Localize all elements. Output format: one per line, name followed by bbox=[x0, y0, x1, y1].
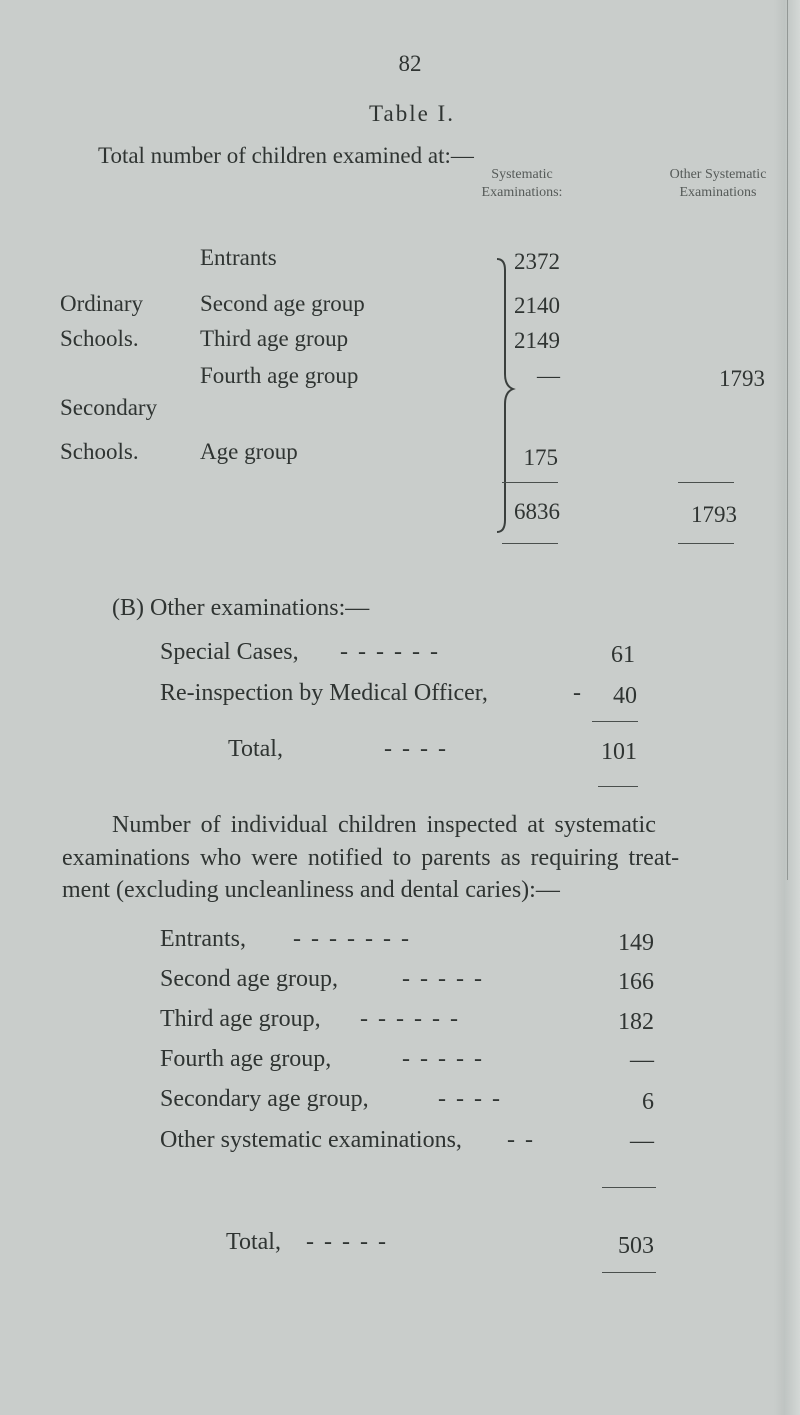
row-value-systematic: 2149 bbox=[514, 328, 560, 353]
divider bbox=[602, 1272, 656, 1273]
group-label-ordinary: Ordinary bbox=[60, 291, 144, 316]
total-dashes: - - - - - bbox=[306, 1229, 388, 1255]
item-value: 166 bbox=[618, 969, 654, 995]
column-header-other-line1: Other Systematic bbox=[669, 167, 767, 182]
item-label: Third age group, bbox=[160, 1006, 321, 1032]
total-value: 503 bbox=[618, 1233, 654, 1259]
column-header-other-line2: Examinations bbox=[679, 185, 757, 200]
row-value-systematic: — bbox=[537, 363, 560, 388]
row-label: Fourth age group bbox=[200, 363, 359, 388]
item-dashes: - - - - - bbox=[402, 1046, 484, 1072]
item-dashes: - - - - - - bbox=[340, 639, 440, 665]
item-label: Secondary age group, bbox=[160, 1086, 369, 1112]
item-value: — bbox=[630, 1047, 654, 1073]
column-header-systematic-line2: Examinations: bbox=[481, 185, 563, 200]
section-b-heading: (B) Other examinations:— bbox=[112, 595, 370, 621]
item-value: 6 bbox=[642, 1089, 654, 1115]
total-systematic: 6836 bbox=[514, 499, 560, 524]
item-dashes: - bbox=[573, 680, 581, 706]
row-label: Entrants bbox=[200, 245, 277, 270]
item-label: Fourth age group, bbox=[160, 1046, 332, 1072]
item-value: — bbox=[630, 1128, 654, 1154]
page-number: 82 bbox=[398, 51, 422, 76]
divider bbox=[502, 482, 558, 483]
total-dashes: - - - - bbox=[384, 736, 448, 762]
paragraph-line: Number of individual children inspected at systematic bbox=[112, 812, 656, 838]
item-dashes: - - - - - - bbox=[360, 1006, 460, 1032]
item-label: Entrants, bbox=[160, 926, 246, 952]
group-label-secondary: Secondary bbox=[60, 395, 158, 420]
column-header-systematic-line1: Systematic bbox=[491, 167, 553, 182]
row-value-systematic: 2372 bbox=[514, 249, 560, 274]
row-value-systematic: 175 bbox=[523, 445, 558, 470]
page-edge-line bbox=[787, 0, 789, 880]
other-systematic-value: 1793 bbox=[719, 366, 765, 391]
item-label: Second age group, bbox=[160, 966, 338, 992]
item-dashes: - - - - bbox=[438, 1086, 502, 1112]
divider bbox=[598, 786, 638, 787]
table-title: Table I. bbox=[369, 101, 455, 126]
item-label: Other systematic examinations, bbox=[160, 1127, 462, 1153]
row-label: Age group bbox=[200, 439, 298, 464]
total-label: Total, bbox=[228, 736, 283, 762]
paragraph-line: ment (excluding uncleanliness and dental caries):— bbox=[62, 877, 560, 903]
row-value-systematic: 2140 bbox=[514, 293, 560, 318]
divider bbox=[592, 721, 638, 722]
divider bbox=[678, 482, 734, 483]
divider bbox=[502, 543, 558, 544]
item-label: Special Cases, bbox=[160, 639, 299, 665]
table-intro: Total number of children examined at:— bbox=[98, 143, 474, 168]
grouping-brace bbox=[495, 256, 521, 536]
total-label: Total, bbox=[226, 1229, 281, 1255]
item-label: Re-inspection by Medical Officer, bbox=[160, 680, 488, 706]
total-other: 1793 bbox=[691, 502, 737, 527]
item-dashes: - - bbox=[507, 1127, 535, 1153]
row-label: Third age group bbox=[200, 326, 349, 351]
item-dashes: - - - - - bbox=[402, 966, 484, 992]
item-dashes: - - - - - - - bbox=[293, 926, 411, 952]
item-value: 61 bbox=[611, 642, 635, 668]
divider bbox=[678, 543, 734, 544]
group-label-secondary-schools: Schools. bbox=[60, 439, 139, 464]
paragraph-line: examinations who were notified to parents as requiring treat- bbox=[62, 845, 680, 871]
divider bbox=[602, 1187, 656, 1188]
group-label-ordinary-schools: Schools. bbox=[60, 326, 139, 351]
total-value: 101 bbox=[601, 739, 637, 765]
row-label: Second age group bbox=[200, 291, 365, 316]
item-value: 40 bbox=[613, 683, 637, 709]
item-value: 149 bbox=[618, 930, 654, 956]
item-value: 182 bbox=[618, 1009, 654, 1035]
